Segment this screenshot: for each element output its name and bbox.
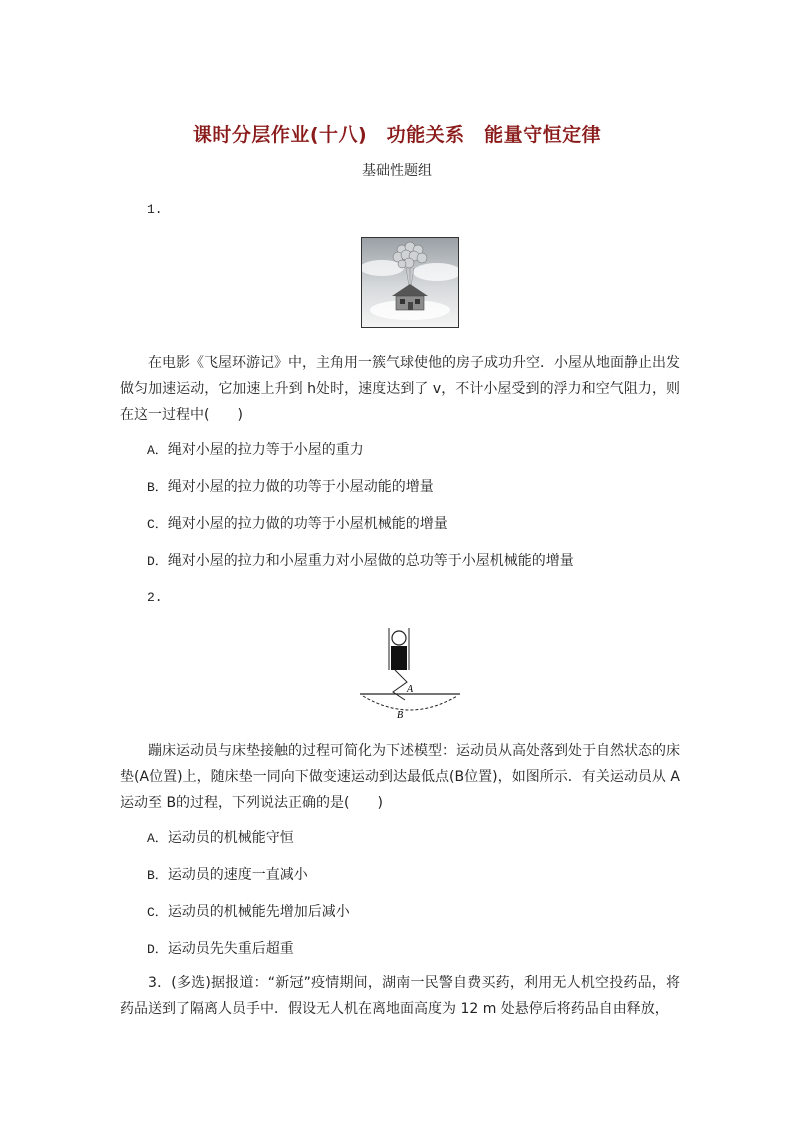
flying-house-illustration	[362, 238, 458, 327]
question-2-option-b	[147, 864, 308, 884]
option-letter: D．	[147, 942, 168, 957]
option-text: 运动员的机械能守恒	[167, 830, 294, 846]
question-1-option-c	[147, 513, 448, 533]
option-text: 绳对小屋的拉力做的功等于小屋动能的增量	[167, 479, 434, 495]
option-text: 运动员的速度一直减小	[167, 867, 308, 883]
option-letter: A．	[147, 831, 168, 846]
option-text: 运动员先失重后超重	[167, 941, 294, 957]
trampoline-figure	[355, 624, 465, 720]
label-a: A	[407, 684, 414, 695]
question-2-number: 2.	[147, 590, 163, 605]
option-letter: B．	[147, 480, 168, 495]
option-letter: D．	[147, 554, 168, 569]
option-letter: A．	[147, 443, 168, 458]
question-1-number: 1.	[147, 202, 163, 217]
question-1-text: 在电影《飞屋环游记》中，主角用一簇气球使他的房子成功升空．小屋从地面静止出发做匀加速运动，它加速上升到 h处时，速度达到了 v，不计小屋受到的浮力和空气阻力，则在这一过程中( )	[120, 355, 680, 423]
question-3-text: 3．(多选)据报道：“新冠”疫情期间，湖南一民警自费买药，利用无人机空投药品，将药品送到了隔离人员手中．假设无人机在离地面高度为 12 m 处悬停后将药品自由释放，	[120, 975, 680, 1017]
flying-house-image	[361, 237, 459, 328]
question-2-option-d	[147, 938, 294, 958]
option-text: 绳对小屋的拉力和小屋重力对小屋做的总功等于小屋机械能的增量	[167, 553, 574, 569]
option-letter: C．	[147, 905, 168, 920]
section-heading: 基础性题组	[362, 163, 432, 179]
option-text: 绳对小屋的拉力等于小屋的重力	[167, 442, 364, 458]
label-b: B	[397, 710, 404, 720]
option-text: 绳对小屋的拉力做的功等于小屋机械能的增量	[167, 516, 448, 532]
option-text: 运动员的机械能先增加后减小	[167, 904, 350, 920]
question-1-option-a	[147, 439, 364, 459]
option-letter: C．	[147, 517, 168, 532]
option-letter: B．	[147, 868, 168, 883]
question-1-option-d	[147, 550, 574, 570]
question-2-text: 蹦床运动员与床垫接触的过程可简化为下述模型：运动员从高处落到处于自然状态的床垫(A位置)上，随床垫一同向下做变速运动到达最低点(B位置)，如图所示．有关运动员从 A运动至 B的过程，下列说法正确的是( )	[120, 743, 680, 811]
question-1-option-b	[147, 476, 434, 496]
question-2-option-c	[147, 901, 350, 921]
page-title: 课时分层作业(十八) 功能关系 能量守恒定律	[192, 124, 602, 146]
question-2-option-a	[147, 827, 294, 847]
trampoline-diagram	[355, 624, 465, 720]
